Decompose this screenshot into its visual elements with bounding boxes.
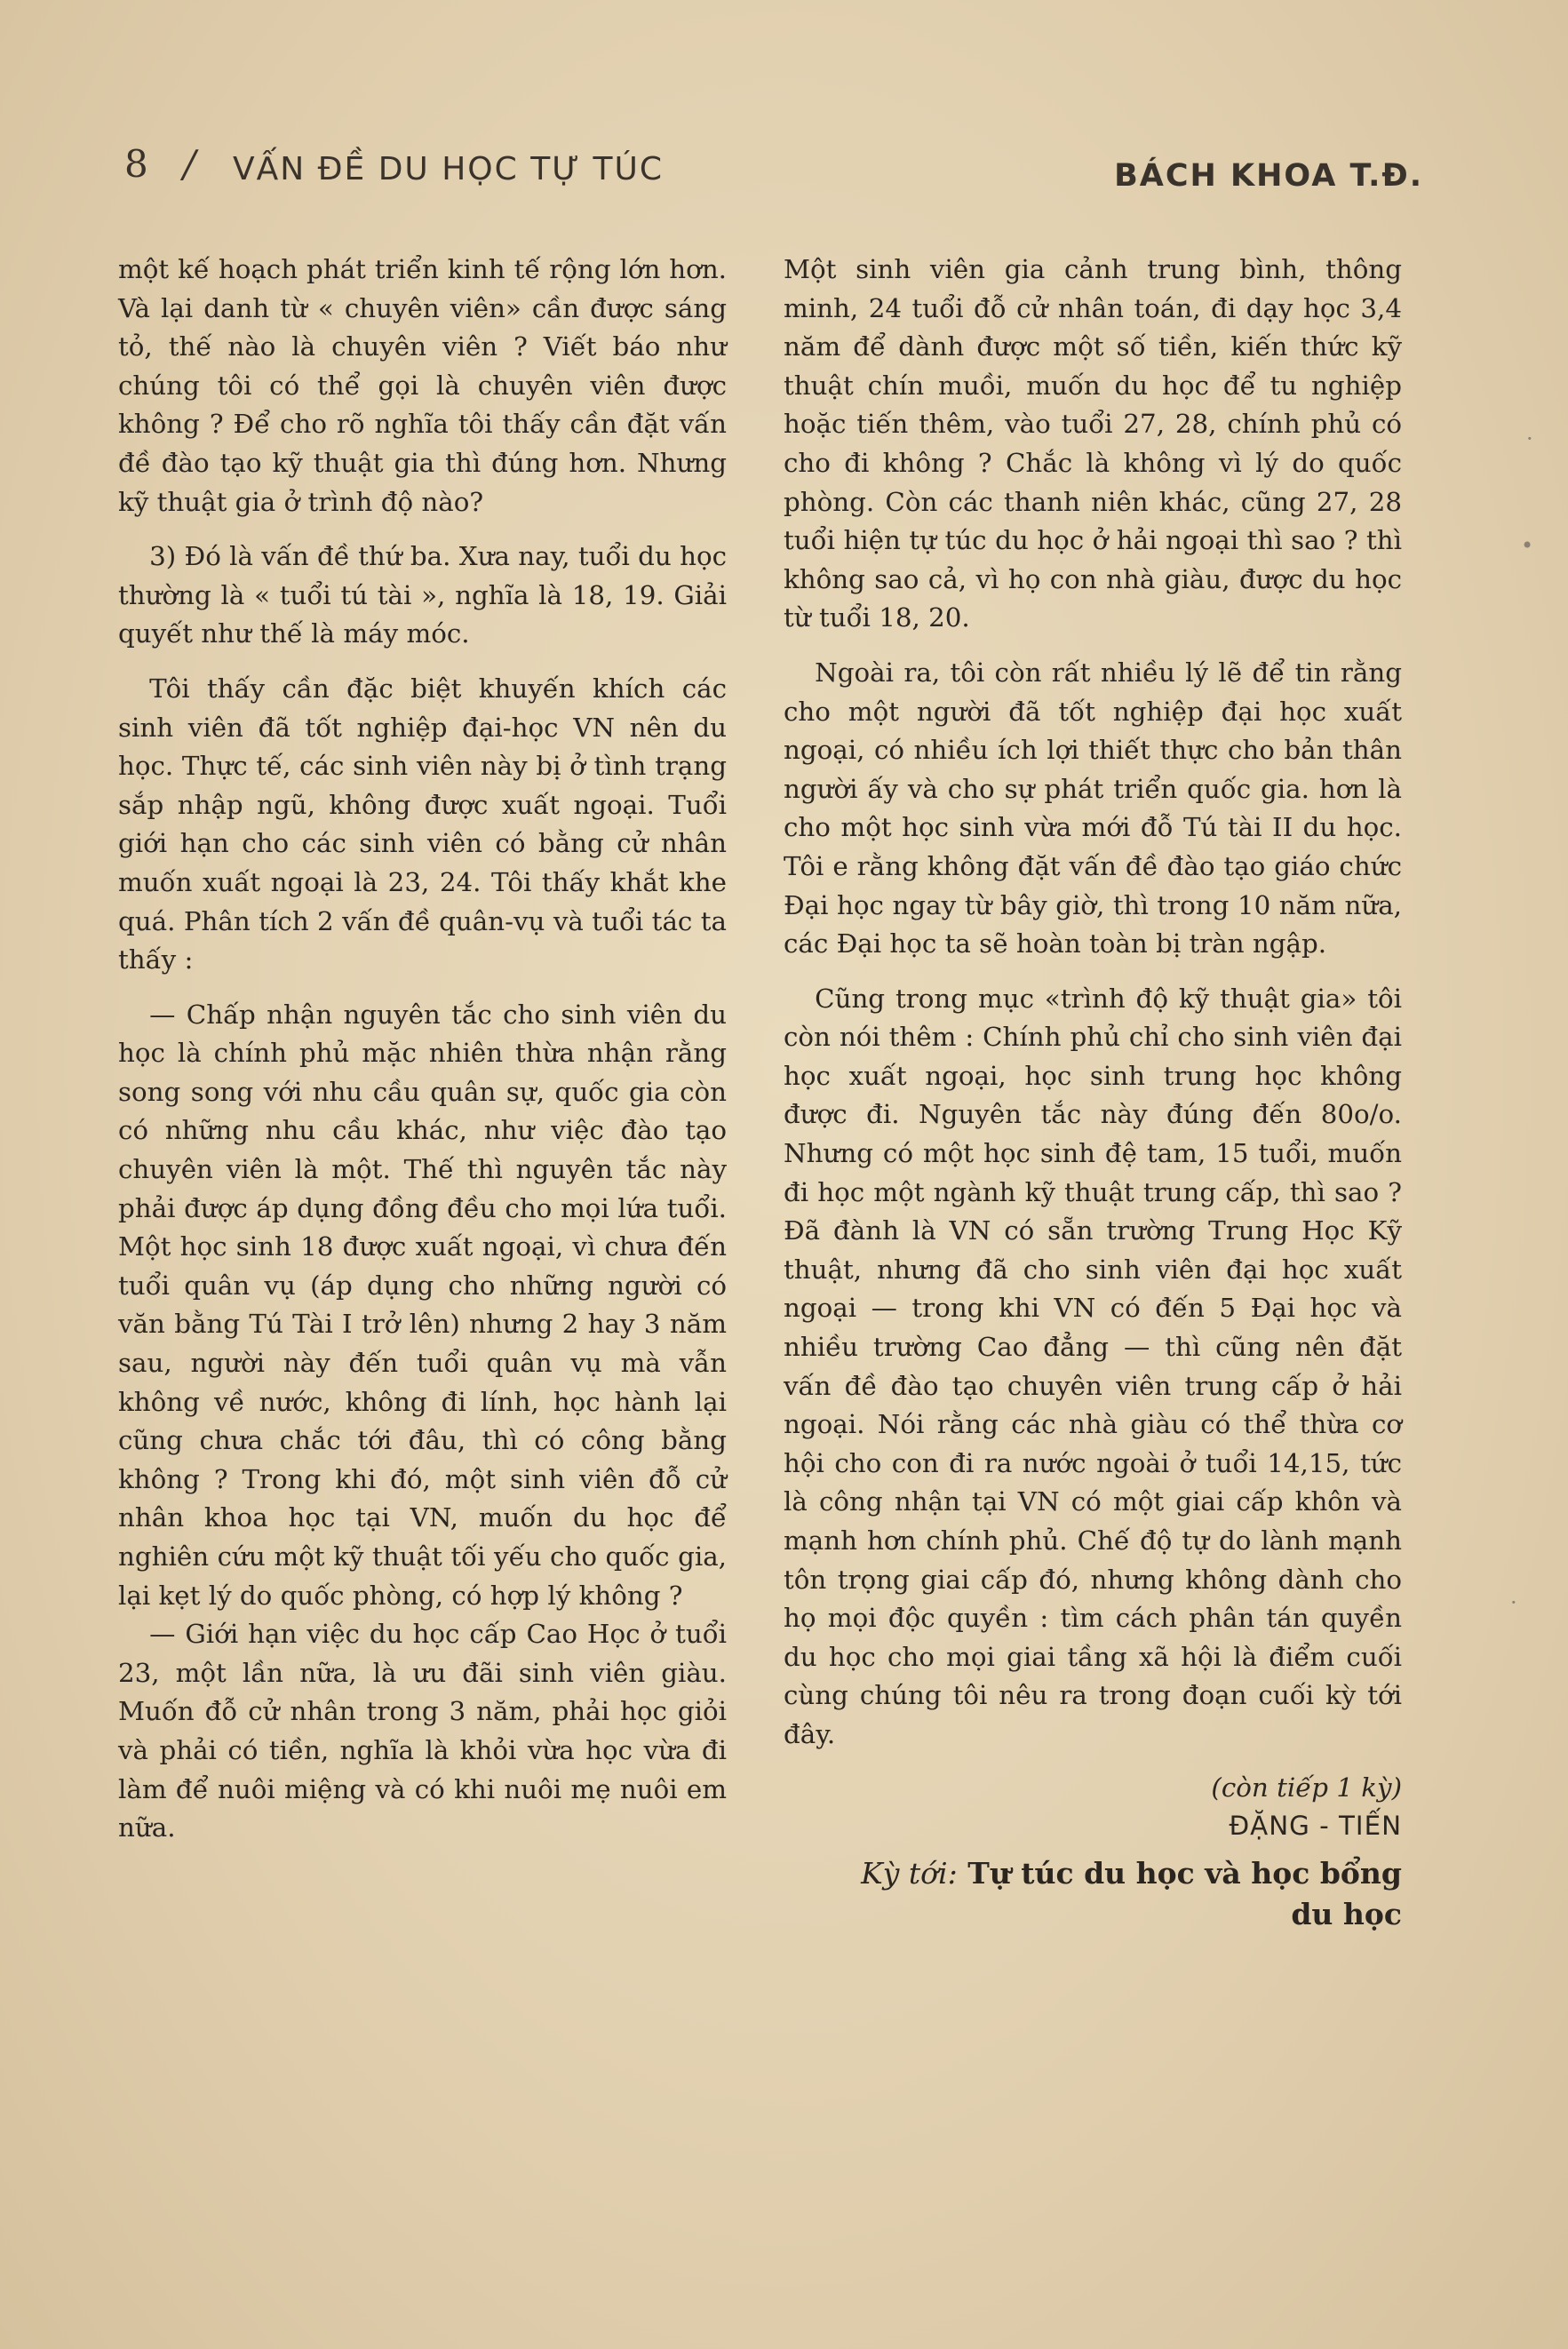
paragraph: Ngoài ra, tôi còn rất nhiều lý lẽ để tin rằng cho một người đã tốt nghiệp đại học xuất ngoại, có nhiều ích lợi thiết thực cho bản thân người ấy và cho sự phát triển quốc gia. hơn là cho một học sinh vừa mới đỗ Tú tài II du học. Tôi e rằng không đặt vấn đề đào tạo giáo chức Đại học ngay từ bây giờ, thì trong 10 năm nữa, các Đại học ta sẽ hoàn toàn bị tràn ngập.: [784, 657, 1402, 960]
page-number: [124, 142, 197, 186]
paragraph: một kế hoạch phát triển kinh tế rộng lớn hơn. Và lại danh từ « chuyên viên» cần được sáng tỏ, thế nào là chuyên viên ? Viết báo như chúng tôi có thể gọi là chuyên viên được không ? Để cho rõ nghĩa tôi thấy cần đặt vấn đề đào tạo kỹ thuật gia thì đúng hơn. Nhưng kỹ thuật gia ở trình độ nào?: [118, 254, 727, 517]
next-issue-title: Tự túc du học và học bổng: [967, 1855, 1402, 1891]
continued-note: (còn tiếp 1 kỳ): [1211, 1772, 1402, 1803]
next-issue-label: Kỳ tới:: [861, 1855, 958, 1891]
right-column: [784, 251, 1402, 1935]
paper-speck: ·: [1526, 426, 1533, 451]
next-issue-line: [784, 1853, 1402, 1894]
paper-speck: ·: [1510, 1590, 1517, 1615]
paragraph: Cũng trong mục «trình độ kỹ thuật gia» tôi còn nói thêm : Chính phủ chỉ cho sinh viên đại học xuất ngoại, học sinh trung học không được đi. Nguyên tắc này đúng đến 80o/o. Nhưng có một học sinh đệ tam, 15 tuổi, muốn đi học một ngành kỹ thuật trung cấp, thì sao ? Đã đành là VN có sẵn trường Trung Học Kỹ thuật, nhưng đã cho sinh viên đại học xuất ngoại — trong khi VN có đến 5 Đại học và nhiều trường Cao đẳng — thì cũng nên đặt vấn đề đào tạo chuyên viên trung cấp ở hải ngoại. Nói rằng các nhà giàu có thể thừa cơ hội cho con đi ra nước ngoài ở tuổi 14,15, tức là công nhận tại VN có một giai cấp khôn và mạnh hơn chính phủ. Chế độ tự do lành mạnh tôn trọng giai cấp đó, nhưng không dành cho họ mọi độc quyền : tìm cách phân tán quyền du học cho mọi giai tầng xã hội là điểm cuối cùng chúng tôi nêu ra trong đoạn cuối kỳ tới đây.: [784, 983, 1402, 1749]
author-name: ĐẶNG - TIẾN: [1229, 1811, 1402, 1842]
page-separator: /: [183, 142, 198, 186]
paper-speck: •: [1521, 533, 1534, 558]
page-number-value: 8: [124, 142, 150, 186]
paragraph: Tôi thấy cần đặc biệt khuyến khích các sinh viên đã tốt nghiệp đại-học VN nên du học. Thực tế, các sinh viên này bị ở tình trạng sắp nhập ngũ, không được xuất ngoại. Tuổi giới hạn cho các sinh viên có bằng cử nhân muốn xuất ngoại là 23, 24. Tôi thấy khắt khe quá. Phân tích 2 vấn đề quân-vụ và tuổi tác ta thấy :: [118, 673, 727, 975]
next-issue-title-cont: du học: [1291, 1896, 1402, 1931]
running-title: VẤN ĐỀ DU HỌC TỰ TÚC: [233, 151, 665, 187]
paragraph: — Giới hạn việc du học cấp Cao Học ở tuổi 23, một lần nữa, là ưu đãi sinh viên giàu. Muốn đỗ cử nhân trong 3 năm, phải học giỏi và phải có tiền, nghĩa là khỏi vừa học vừa đi làm để nuôi miệng và có khi nuôi mẹ nuôi em nữa.: [118, 1619, 727, 1843]
paragraph: — Chấp nhận nguyên tắc cho sinh viên du học là chính phủ mặc nhiên thừa nhận rằng song song với nhu cầu quân sự, quốc gia còn có những nhu cầu khác, như việc đào tạo chuyên viên là một. Thế thì nguyên tắc này phải được áp dụng đồng đều cho mọi lứa tuổi. Một học sinh 18 được xuất ngoại, vì chưa đến tuổi quân vụ (áp dụng cho những người có văn bằng Tú Tài I trở lên) nhưng 2 hay 3 năm sau, người này đến tuổi quân vụ mà vẫn không về nước, không đi lính, học hành lại cũng chưa chắc tới đâu, thì có công bằng không ? Trong khi đó, một sinh viên đỗ cử nhân khoa học tại VN, muốn du học để nghiên cứu một kỹ thuật tối yếu cho quốc gia, lại kẹt lý do quốc phòng, có hợp lý không ?: [118, 999, 727, 1611]
magazine-name: BÁCH KHOA T.Đ.: [1114, 158, 1423, 194]
paragraph: Một sinh viên gia cảnh trung bình, thông minh, 24 tuổi đỗ cử nhân toán, đi dạy học 3,4 năm để dành được một số tiền, kiến thức kỹ thuật chín muồi, muốn du học để tu nghiệp hoặc tiến thêm, vào tuổi 27, 28, chính phủ có cho đi không ? Chắc là không vì lý do quốc phòng. Còn các thanh niên khác, cũng 27, 28 tuổi hiện tự túc du học ở hải ngoại thì sao ? thì không sao cả, vì họ con nhà giàu, được du học từ tuổi 18, 20.: [784, 254, 1402, 633]
paragraph: 3) Đó là vấn đề thứ ba. Xưa nay, tuổi du học thường là « tuổi tú tài », nghĩa là 18, 19. Giải quyết như thế là máy móc.: [118, 541, 727, 649]
left-column: [118, 251, 727, 1848]
